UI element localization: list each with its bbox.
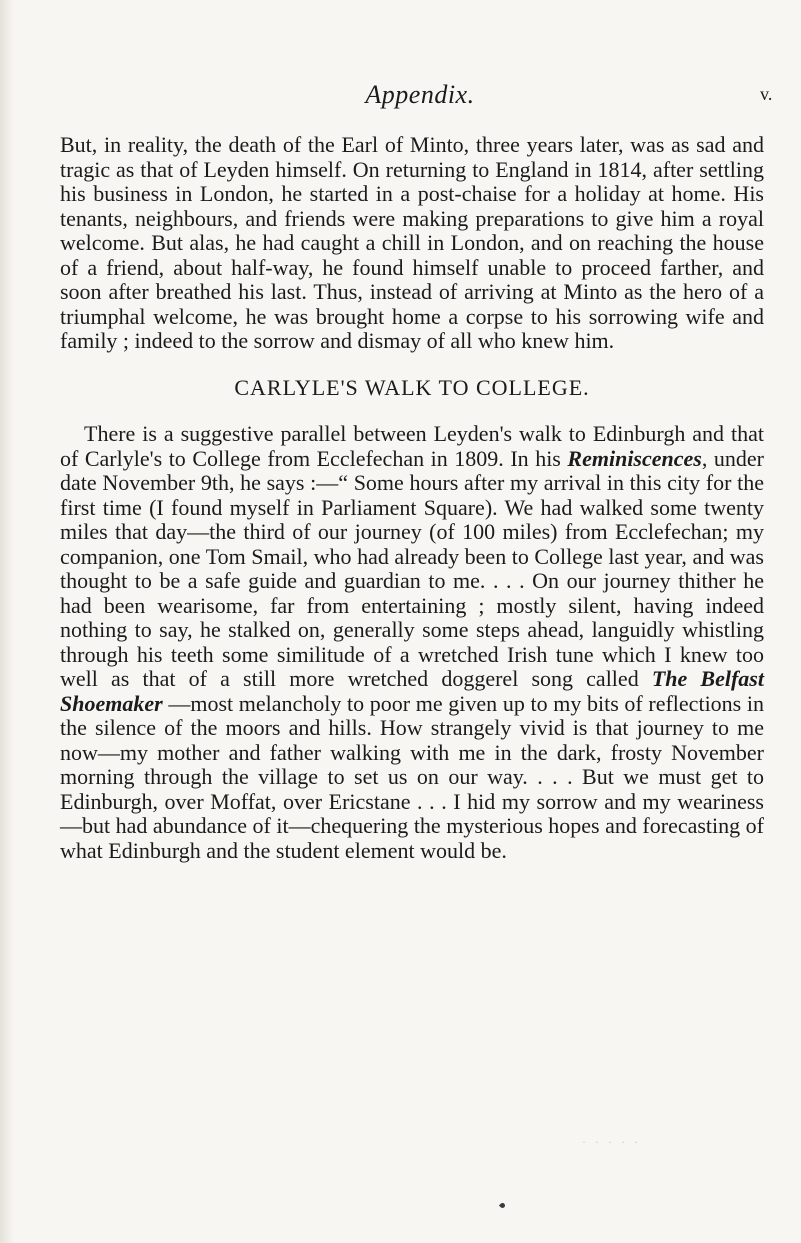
- ink-spot: [499, 1202, 506, 1209]
- book-title-reminiscences: Reminiscences: [567, 445, 702, 471]
- bleed-through-mark: · · · · ·: [582, 1135, 641, 1149]
- page-number: v.: [760, 84, 773, 104]
- running-head: Appendix.: [365, 80, 475, 109]
- paragraph-minto-death: But, in reality, the death of the Earl of Minto, three years later, was as sad and tragic as that of Leyden himself. On returning to England in 1814, after settling his business in London, he started in a post-chaise for a holiday at home. His tenants, neighbours, and friends were making preparations to give him a royal welcome. But alas, he had caught a chill in London, and on reaching the house of a friend, about half-way, he found himself unable to proceed farther, and soon after breathed his last. Thus, instead of arriving at Minto as the hero of a triumphal welcome, he was brought home a corpse to his sorrowing wife and family ; indeed to the sorrow and dismay of all who knew him.: [60, 132, 764, 353]
- paragraph-text-part-2: , under date November 9th, he says :—“ Some hours after my arrival in this city for the first time (I found myself in Parliament Square). We had walked some twenty miles that day—the third of our journey (of 100 miles) from Ecclefechan; my companion, one Tom Smail, who had already been to College last year, and was thought to be a safe guide and guardian to me. . . . On our journey thither he had been wearisome, far from entertaining ; mostly silent, having indeed nothing to say, he stalked on, generally some steps ahead, languidly whistling through his teeth some similitude of a wretched Irish tune which I knew too well as that of a still more wretched doggerel song called: [60, 445, 764, 691]
- body-text: [60, 133, 764, 863]
- paragraph-text-part-3: —most melancholy to poor me given up to my bits of reflections in the silence of the moors and hills. How strangely vivid is that journey to me now—my mother and father walking with me in the dark, frosty November morning through the village to set us on our way. . . . But we must get to Edinburgh, over Moffat, over Ericstane . . . I hid my sorrow and my weariness—but had abundance of it—chequering the mysterious hopes and forecasting of what Edinburgh and the student element would be.: [60, 690, 764, 863]
- page-header: [0, 80, 801, 116]
- paragraph-text-part-1: There is a suggestive parallel between Leyden's walk to Edinburgh and that of Carlyle's to College from Ecclefechan in 1809. In his: [60, 421, 764, 471]
- gutter-shadow: [0, 0, 14, 1243]
- paragraph-carlyle-walk: [60, 422, 764, 863]
- song-title-belfast-shoemaker: The Belfast Shoemaker: [60, 666, 764, 716]
- section-heading: CARLYLE'S WALK TO COLLEGE.: [234, 374, 590, 400]
